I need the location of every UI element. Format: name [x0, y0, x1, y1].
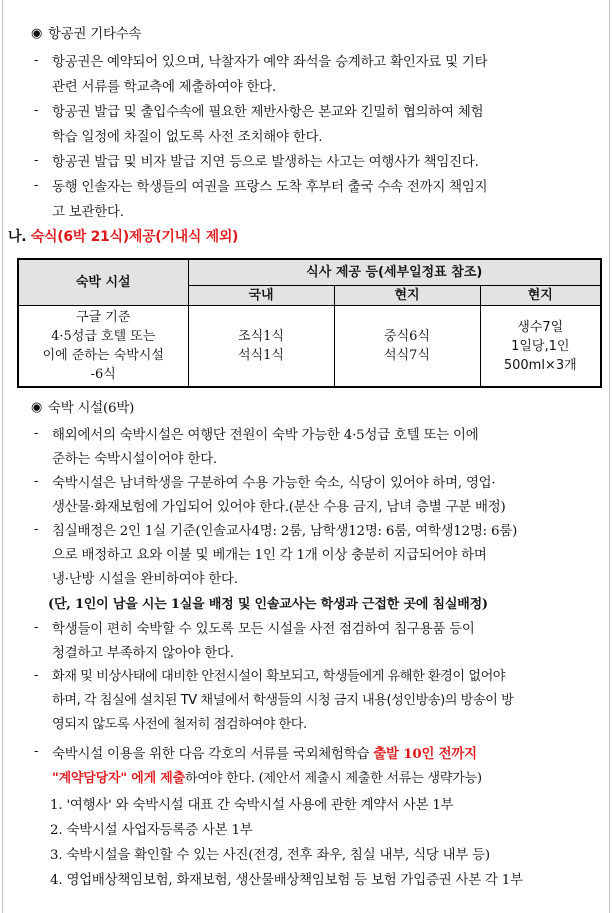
assignment-note: (단, 1인이 남을 시는 1실을 배정 및 인솔교사는 학생과 근접한 곳에 침실배정): [48, 597, 488, 612]
list-item: 1. '여행사' 와 숙박시설 대표 간 숙박시설 사용에 관한 계약서 사본 1부: [50, 798, 454, 813]
section-title-tickets: 항공권 기타수속: [48, 27, 142, 42]
text-line: 학생들이 편히 숙박할 수 있도록 모든 시설을 사전 점검하여 침구용품 등이: [52, 622, 475, 637]
dash-icon: -: [34, 744, 39, 759]
text-line: 동행 인솔자는 학생들의 여권을 프랑스 도착 후부터 출국 수속 전까지 책임지: [52, 180, 488, 195]
text-line: 하며, 각 침실에 설치된 TV 채널에서 학생들의 시청 금지 내용(성인방송)의 방송이 방: [52, 693, 514, 708]
deadline-highlight: 출발 10인 전까지: [373, 746, 477, 762]
dash-icon: -: [34, 178, 39, 193]
text-line: 생산물·화재보험에 가입되어 있어야 한다.(분산 수용 금지, 남녀 층별 구분 배정): [52, 500, 506, 515]
text-line: 으로 배정하고 요와 이불 및 베개는 1인 각 1개 이상 충분히 지급되어야 하며: [52, 548, 487, 563]
dash-icon: -: [34, 620, 39, 635]
list-item: 2. 숙박시설 사업자등록증 사본 1부: [50, 823, 253, 838]
sub-header-local-water: 현지: [480, 286, 601, 306]
dash-icon: -: [34, 153, 39, 168]
text-line: 항공권은 예약되어 있으며, 낙찰자가 예약 좌석을 승계하고 확인자료 및 기타: [52, 55, 488, 70]
dash-icon: -: [34, 53, 39, 68]
facility-cell: 구글 기준 4·5성급 호텔 또는 이에 준하는 숙박시설 -6식: [18, 306, 188, 388]
text-line: 숙박시설은 남녀학생을 구분하여 수용 가능한 숙소, 식당이 있어야 하며, 영업·: [52, 476, 496, 491]
text-line: 준하는 숙박시설이어야 한다.: [52, 452, 217, 467]
section-title-lodging: 숙박 시설(6박): [48, 401, 135, 416]
left-border: [2, 0, 3, 913]
water-cell: 생수7일 1일당,1인 500ml×3개: [480, 306, 601, 388]
text-line: 항공권 발급 및 비자 발급 지연 등으로 발생하는 사고는 여행사가 책임진다.: [52, 155, 479, 170]
text-line: 해외에서의 숙박시설은 여행단 전원이 숙박 가능한 4·5성급 호텔 또는 이에: [52, 428, 479, 443]
table-row: [18, 306, 601, 388]
domestic-meals-cell: 조식1식 석식1식: [188, 306, 334, 388]
text-line: 항공권 발급 및 출입수속에 필요한 제반사항은 본교와 긴밀히 협의하여 체험: [52, 105, 484, 120]
dash-icon: -: [34, 522, 39, 537]
text-line: 관련 서류를 학교측에 제출하여야 한다.: [52, 80, 277, 95]
list-item: 3. 숙박시설을 확인할 수 있는 사진(전경, 전후 좌우, 침실 내부, 식당 내부 등): [50, 848, 490, 863]
col-header-meals: 식사 제공 등(세부일정표 참조): [188, 259, 601, 286]
sub-header-domestic: 국내: [188, 286, 334, 306]
dash-icon: -: [34, 474, 39, 489]
text-line: 화재 및 비상사태에 대비한 안전시설이 확보되고, 학생들에게 유해한 환경이 없어야: [52, 669, 506, 684]
bullet-icon: ◉: [31, 400, 43, 415]
text-line: 학습 일정에 차질이 없도록 사전 조치해야 한다.: [52, 130, 323, 145]
heading-prefix: 나.: [8, 229, 27, 245]
text-line: "계약담당자" 에게 제출하여야 한다. (제안서 제출시 제출한 서류는 생략가능): [52, 771, 482, 786]
dash-icon: -: [34, 103, 39, 118]
dash-icon: -: [34, 426, 39, 441]
text-line: 고 보관한다.: [52, 205, 124, 220]
text-line: 청결하고 부족하지 않아야 한다.: [52, 646, 234, 661]
text-line: 숙박시설 이용을 위한 다음 각호의 서류를 국외체험학습 출발 10인 전까지: [52, 746, 477, 762]
col-header-facility: 숙박 시설: [18, 259, 188, 306]
bullet-icon: ◉: [31, 26, 43, 41]
right-border: [609, 0, 610, 913]
text-line: 냉·난방 시설을 완비하여야 한다.: [52, 572, 238, 587]
text-line: 영되지 않도록 사전에 철저히 점검하여야 한다.: [52, 717, 307, 732]
section-heading-lodging-meals: [8, 226, 238, 246]
list-item: 4. 영업배상책임보험, 화재보험, 생산물배상책임보험 등 보험 가입증권 사본 각 1부: [50, 873, 523, 888]
sub-header-local: 현지: [334, 286, 480, 306]
dash-icon: -: [34, 668, 39, 683]
contact-highlight: "계약담당자" 에게 제출: [52, 771, 186, 786]
text-line: 침실배정은 2인 1실 기준(인솔교사4명: 2룸, 남학생12명: 6룸, 여학생12명: 6룸): [52, 524, 518, 539]
local-meals-cell: 중식6식 석식7식: [334, 306, 480, 388]
meals-table: [17, 258, 602, 388]
heading-text: 숙식(6박 21식)제공(기내식 제외): [30, 229, 239, 245]
